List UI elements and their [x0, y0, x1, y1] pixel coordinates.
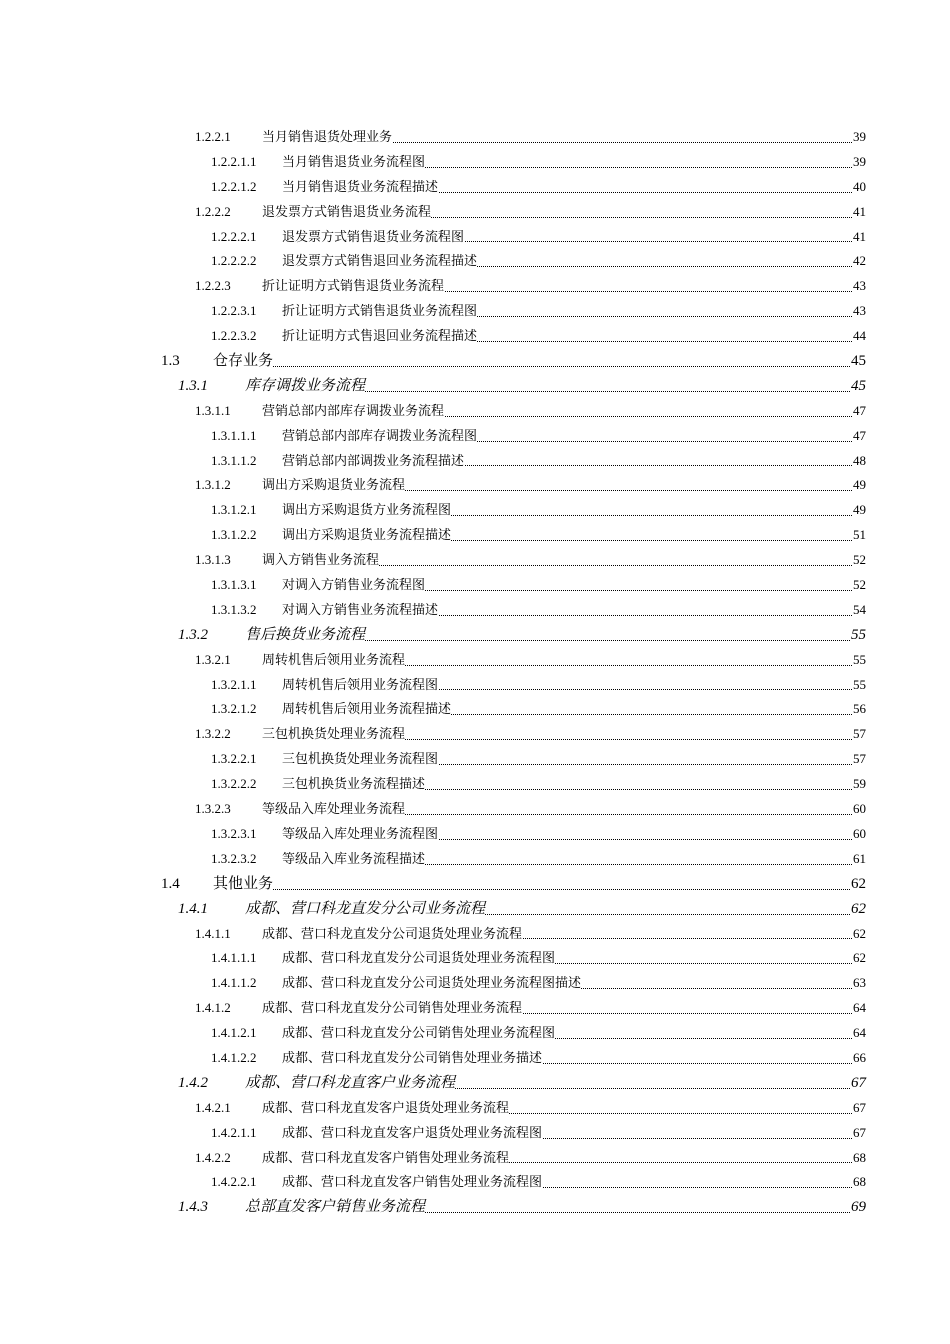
toc-entry-title: 成都、营口科龙直发客户销售处理业务流程图: [282, 1170, 542, 1195]
toc-entry[interactable]: [0, 449, 950, 474]
toc-entry-title: 调出方采购退货业务流程描述: [282, 523, 451, 548]
toc-entry-number: 1.4.1.1.2: [211, 971, 257, 996]
toc-entry-title: 当月销售退货业务流程图: [282, 150, 425, 175]
toc-entry-number: 1.4.1: [178, 897, 208, 922]
toc-entry-number: 1.2.2.2: [195, 200, 231, 225]
toc-entry-page: 43: [852, 299, 866, 324]
dot-leader: [213, 349, 850, 374]
toc-entry-page: 68: [852, 1170, 866, 1195]
toc-entry-number: 1.4.1.2: [195, 996, 231, 1021]
toc-entry[interactable]: [0, 399, 950, 424]
toc-entry[interactable]: [0, 996, 950, 1021]
toc-entry-number: 1.3.2.2.2: [211, 772, 257, 797]
toc-entry[interactable]: [0, 200, 950, 225]
toc-entry[interactable]: [0, 847, 950, 872]
toc-entry-title: 总部直发客户销售业务流程: [245, 1195, 425, 1220]
toc-entry-page: 52: [852, 548, 866, 573]
toc-entry[interactable]: [0, 225, 950, 250]
toc-entry[interactable]: [0, 1046, 950, 1071]
toc-entry-page: 42: [852, 249, 866, 274]
toc-entry-number: 1.4.1.1: [195, 922, 231, 947]
toc-entry-title: 折让证明方式售退回业务流程描述: [282, 324, 477, 349]
toc-entry-title: 调入方销售业务流程: [262, 548, 379, 573]
toc-entry-number: 1.4.1.2.2: [211, 1046, 257, 1071]
toc-entry-page: 62: [850, 872, 866, 897]
toc-entry-title: 调出方采购退货业务流程: [262, 473, 405, 498]
toc-entry[interactable]: [0, 772, 950, 797]
toc-entry[interactable]: [0, 797, 950, 822]
toc-entry[interactable]: [0, 125, 950, 150]
toc-entry[interactable]: [0, 872, 950, 897]
toc-entry-page: 49: [852, 498, 866, 523]
toc-entry-page: 60: [852, 822, 866, 847]
toc-entry[interactable]: [0, 548, 950, 573]
toc-entry-title: 等级品入库处理业务流程图: [282, 822, 438, 847]
toc-entry-title: 营销总部内部库存调拨业务流程: [262, 399, 444, 424]
toc-entry-number: 1.3.2: [178, 623, 208, 648]
toc-entry-number: 1.4.2: [178, 1071, 208, 1096]
toc-entry-page: 67: [850, 1071, 866, 1096]
toc-entry-page: 55: [852, 673, 866, 698]
toc-entry[interactable]: [0, 498, 950, 523]
toc-entry-page: 55: [852, 648, 866, 673]
toc-entry-number: 1.2.2.3.2: [211, 324, 257, 349]
toc-entry[interactable]: [0, 747, 950, 772]
toc-entry[interactable]: [0, 648, 950, 673]
toc-entry-title: 退发票方式销售退货业务流程图: [282, 225, 464, 250]
toc-entry-title: 等级品入库处理业务流程: [262, 797, 405, 822]
toc-entry-page: 47: [852, 399, 866, 424]
toc-entry-title: 营销总部内部库存调拨业务流程图: [282, 424, 477, 449]
toc-entry-page: 62: [850, 897, 866, 922]
toc-entry-number: 1.3.2.3.1: [211, 822, 257, 847]
toc-entry-page: 69: [850, 1195, 866, 1220]
toc-entry-title: 周转机售后领用业务流程图: [282, 673, 438, 698]
table-of-contents: [0, 125, 950, 1220]
toc-entry-page: 64: [852, 1021, 866, 1046]
toc-entry-title: 成都、营口科龙直发分公司退货处理业务流程图: [282, 946, 555, 971]
toc-entry-number: 1.4.1.1.1: [211, 946, 257, 971]
toc-entry-page: 52: [852, 573, 866, 598]
toc-entry[interactable]: [0, 523, 950, 548]
toc-entry[interactable]: [0, 697, 950, 722]
toc-entry[interactable]: [0, 249, 950, 274]
toc-entry-number: 1.3.1.1.2: [211, 449, 257, 474]
toc-entry-page: 60: [852, 797, 866, 822]
toc-entry[interactable]: [0, 971, 950, 996]
toc-entry[interactable]: [0, 673, 950, 698]
toc-entry-title: 成都、营口科龙直发分公司销售处理业务描述: [282, 1046, 542, 1071]
toc-entry-title: 周转机售后领用业务流程: [262, 648, 405, 673]
toc-entry-page: 49: [852, 473, 866, 498]
toc-entry[interactable]: [0, 1071, 950, 1096]
toc-entry-title: 三包机换货业务流程描述: [282, 772, 425, 797]
toc-entry-number: 1.3.2.3.2: [211, 847, 257, 872]
toc-entry[interactable]: [0, 922, 950, 947]
toc-entry[interactable]: [0, 424, 950, 449]
toc-entry[interactable]: [0, 274, 950, 299]
toc-entry[interactable]: [0, 897, 950, 922]
toc-entry-number: 1.3.2.1.1: [211, 673, 257, 698]
toc-entry[interactable]: [0, 722, 950, 747]
toc-entry-page: 45: [850, 349, 866, 374]
toc-entry-number: 1.2.2.2.2: [211, 249, 257, 274]
toc-entry-title: 三包机换货处理业务流程图: [282, 747, 438, 772]
toc-entry-number: 1.3.1.3.2: [211, 598, 257, 623]
toc-entry-title: 库存调拨业务流程: [245, 374, 365, 399]
toc-entry-title: 等级品入库业务流程描述: [282, 847, 425, 872]
toc-entry-page: 62: [852, 922, 866, 947]
toc-entry-number: 1.3.2.1: [195, 648, 231, 673]
toc-entry-number: 1.3.1.2.1: [211, 498, 257, 523]
toc-entry-number: 1.3.1.2: [195, 473, 231, 498]
toc-entry-page: 44: [852, 324, 866, 349]
toc-entry-title: 调出方采购退货方业务流程图: [282, 498, 451, 523]
toc-entry[interactable]: [0, 1021, 950, 1046]
toc-entry-title: 成都、营口科龙直发分公司退货处理业务流程: [262, 922, 522, 947]
toc-entry[interactable]: [0, 1170, 950, 1195]
toc-entry-number: 1.4.2.1: [195, 1096, 231, 1121]
toc-entry-page: 64: [852, 996, 866, 1021]
toc-entry-page: 48: [852, 449, 866, 474]
toc-entry-title: 成都、营口科龙直发分公司销售处理业务流程图: [282, 1021, 555, 1046]
toc-entry[interactable]: [0, 374, 950, 399]
toc-entry-page: 55: [850, 623, 866, 648]
toc-entry-page: 45: [850, 374, 866, 399]
toc-entry-title: 仓存业务: [213, 349, 273, 374]
toc-entry[interactable]: [0, 175, 950, 200]
toc-entry[interactable]: [0, 473, 950, 498]
toc-entry[interactable]: [0, 1121, 950, 1146]
toc-entry-number: 1.2.2.1: [195, 125, 231, 150]
toc-entry-number: 1.4: [161, 872, 180, 897]
toc-entry-page: 54: [852, 598, 866, 623]
toc-entry-title: 当月销售退货业务流程描述: [282, 175, 438, 200]
toc-entry-page: 41: [852, 200, 866, 225]
toc-entry-number: 1.4.3: [178, 1195, 208, 1220]
toc-entry[interactable]: [0, 598, 950, 623]
toc-entry-number: 1.3.1.2.2: [211, 523, 257, 548]
toc-entry-page: 66: [852, 1046, 866, 1071]
toc-entry-title: 成都、营口科龙直发客户退货处理业务流程: [262, 1096, 509, 1121]
toc-entry[interactable]: [0, 150, 950, 175]
toc-entry[interactable]: [0, 1195, 950, 1220]
toc-entry-page: 63: [852, 971, 866, 996]
toc-entry-page: 57: [852, 722, 866, 747]
toc-entry[interactable]: [0, 822, 950, 847]
toc-entry[interactable]: [0, 299, 950, 324]
toc-entry[interactable]: [0, 946, 950, 971]
toc-entry-page: 40: [852, 175, 866, 200]
toc-entry-number: 1.3.1: [178, 374, 208, 399]
toc-entry-number: 1.2.2.1.2: [211, 175, 257, 200]
toc-entry-page: 57: [852, 747, 866, 772]
toc-entry-page: 68: [852, 1146, 866, 1171]
toc-entry-title: 对调入方销售业务流程描述: [282, 598, 438, 623]
toc-entry-title: 退发票方式销售退货业务流程: [262, 200, 431, 225]
toc-entry-title: 成都、营口科龙直发客户销售处理业务流程: [262, 1146, 509, 1171]
toc-entry-title: 成都、营口科龙直发分公司退货处理业务流程图描述: [282, 971, 581, 996]
toc-entry-title: 折让证明方式销售退货业务流程图: [282, 299, 477, 324]
toc-entry-title: 成都、营口科龙直发客户退货处理业务流程图: [282, 1121, 542, 1146]
toc-entry-number: 1.2.2.2.1: [211, 225, 257, 250]
toc-entry-page: 39: [852, 125, 866, 150]
toc-entry-page: 61: [852, 847, 866, 872]
toc-entry-number: 1.4.1.2.1: [211, 1021, 257, 1046]
toc-entry-number: 1.3.1.3.1: [211, 573, 257, 598]
toc-entry-page: 41: [852, 225, 866, 250]
toc-entry-title: 售后换货业务流程: [245, 623, 365, 648]
toc-entry[interactable]: [0, 573, 950, 598]
toc-entry-number: 1.3.2.2: [195, 722, 231, 747]
toc-entry[interactable]: [0, 1096, 950, 1121]
toc-entry-page: 51: [852, 523, 866, 548]
toc-entry-number: 1.2.2.3: [195, 274, 231, 299]
toc-entry-page: 62: [852, 946, 866, 971]
toc-entry-title: 折让证明方式销售退货业务流程: [262, 274, 444, 299]
toc-entry-page: 59: [852, 772, 866, 797]
toc-entry-title: 成都、营口科龙直发分公司业务流程: [245, 897, 485, 922]
toc-entry-page: 43: [852, 274, 866, 299]
toc-entry-title: 退发票方式销售退回业务流程描述: [282, 249, 477, 274]
toc-entry-number: 1.3.2.3: [195, 797, 231, 822]
toc-entry-number: 1.3.2.1.2: [211, 697, 257, 722]
toc-entry-title: 成都、营口科龙直客户业务流程: [245, 1071, 455, 1096]
toc-entry[interactable]: [0, 324, 950, 349]
toc-entry[interactable]: [0, 349, 950, 374]
toc-entry-title: 其他业务: [213, 872, 273, 897]
toc-entry[interactable]: [0, 623, 950, 648]
toc-entry-page: 67: [852, 1121, 866, 1146]
toc-entry-number: 1.4.2.2: [195, 1146, 231, 1171]
dot-leader: [213, 872, 850, 897]
toc-entry-number: 1.2.2.3.1: [211, 299, 257, 324]
toc-entry-title: 营销总部内部调拨业务流程描述: [282, 449, 464, 474]
toc-entry-title: 对调入方销售业务流程图: [282, 573, 425, 598]
toc-entry-number: 1.3: [161, 349, 180, 374]
toc-entry-page: 39: [852, 150, 866, 175]
toc-entry-number: 1.3.1.1.1: [211, 424, 257, 449]
toc-entry-number: 1.3.1.3: [195, 548, 231, 573]
toc-entry-title: 成都、营口科龙直发分公司销售处理业务流程: [262, 996, 522, 1021]
toc-entry-page: 67: [852, 1096, 866, 1121]
toc-entry-page: 47: [852, 424, 866, 449]
toc-entry-title: 三包机换货处理业务流程: [262, 722, 405, 747]
toc-entry-number: 1.3.2.2.1: [211, 747, 257, 772]
toc-entry-title: 周转机售后领用业务流程描述: [282, 697, 451, 722]
toc-entry-number: 1.4.2.2.1: [211, 1170, 257, 1195]
toc-entry-title: 当月销售退货处理业务: [262, 125, 392, 150]
toc-entry-page: 56: [852, 697, 866, 722]
toc-entry-number: 1.4.2.1.1: [211, 1121, 257, 1146]
toc-entry-number: 1.2.2.1.1: [211, 150, 257, 175]
toc-entry-number: 1.3.1.1: [195, 399, 231, 424]
toc-entry[interactable]: [0, 1146, 950, 1171]
